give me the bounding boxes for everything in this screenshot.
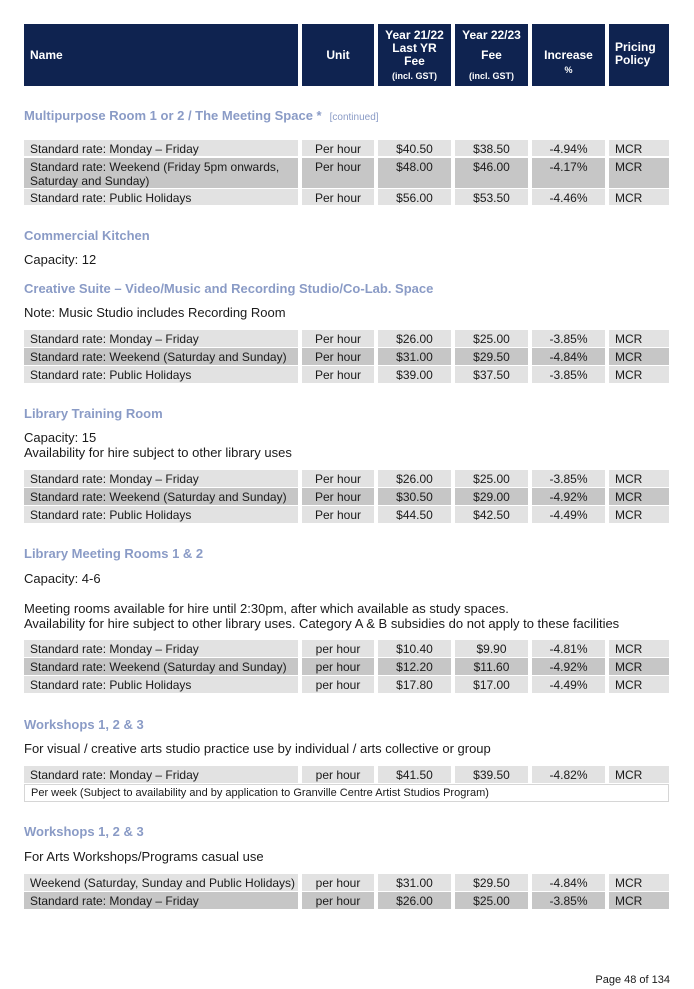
row-unit: Per hour [302,140,374,156]
row-policy: MCR [609,348,669,365]
row-policy: MCR [609,874,669,891]
meeting-capacity: Capacity: 4-6 [24,571,101,586]
header-increase-unit: % [564,65,573,75]
row-unit: Per hour [302,348,374,365]
header-pricing-policy [609,24,669,86]
row-unit: Per hour [302,470,374,487]
row-fee: $46.00 [455,158,528,188]
row-increase: -4.82% [532,766,605,783]
header-last-year-fee [378,24,451,86]
header-increase [532,24,605,86]
header-policy-line1: Pricing [615,40,656,54]
section-title-training: Library Training Room [24,406,163,421]
header-last-incl-gst: (incl. GST) [392,71,437,81]
section-title-text: Multipurpose Room 1 or 2 / The Meeting Space * [24,108,322,123]
table-row [0,189,694,205]
row-fee: $9.90 [455,640,528,657]
row-fee: $39.50 [455,766,528,783]
row-policy: MCR [609,470,669,487]
header-name: Name [24,24,298,86]
header-fee-incl-gst: (incl. GST) [469,71,514,81]
row-last-fee: $41.50 [378,766,451,783]
row-policy: MCR [609,658,669,675]
row-fee: $37.50 [455,366,528,383]
table-row [0,366,694,383]
table-row [0,766,694,783]
row-unit: per hour [302,640,374,657]
row-fee: $42.50 [455,506,528,523]
section-title-workshops-studio: Workshops 1, 2 & 3 [24,717,144,732]
row-unit: Per hour [302,366,374,383]
row-policy: MCR [609,640,669,657]
row-last-fee: $40.50 [378,140,451,156]
section-title-kitchen: Commercial Kitchen [24,228,150,243]
row-unit: Per hour [302,158,374,188]
row-last-fee: $30.50 [378,488,451,505]
section-title-creative: Creative Suite – Video/Music and Recording Studio/Co-Lab. Space [24,281,434,296]
row-last-fee: $26.00 [378,330,451,347]
row-increase: -4.49% [532,676,605,693]
table-row [0,658,694,675]
row-policy: MCR [609,330,669,347]
row-name: Standard rate: Monday – Friday [24,470,298,487]
row-name: Standard rate: Public Holidays [24,506,298,523]
row-name: Standard rate: Public Holidays [24,189,298,205]
row-unit: per hour [302,766,374,783]
row-fee: $53.50 [455,189,528,205]
table-row [0,892,694,909]
row-last-fee: $10.40 [378,640,451,657]
row-name: Standard rate: Monday – Friday [24,766,298,783]
table-row [0,158,694,188]
row-policy: MCR [609,676,669,693]
row-name: Standard rate: Monday – Friday [24,640,298,657]
training-capacity: Capacity: 15 [24,430,97,445]
row-last-fee: $31.00 [378,874,451,891]
row-policy: MCR [609,488,669,505]
row-unit: Per hour [302,189,374,205]
row-increase: -4.49% [532,506,605,523]
row-name: Standard rate: Monday – Friday [24,140,298,156]
section-title-meeting: Library Meeting Rooms 1 & 2 [24,546,204,561]
row-name: Standard rate: Weekend (Saturday and Sunday) [24,488,298,505]
row-policy: MCR [609,892,669,909]
creative-note: Note: Music Studio includes Recording Room [24,305,286,320]
row-increase: -4.94% [532,140,605,156]
header-unit: Unit [302,24,374,86]
meeting-subsidy-note: Availability for hire subject to other library uses. Category A & B subsidies do not apply to these facilities [24,616,620,631]
continued-label: [continued] [329,112,379,123]
row-increase: -3.85% [532,366,605,383]
row-fee: $38.50 [455,140,528,156]
table-row [0,874,694,891]
row-last-fee: $39.00 [378,366,451,383]
table-row [0,488,694,505]
row-policy: MCR [609,506,669,523]
header-last-year: Year 21/22 [385,28,444,42]
row-increase: -4.92% [532,488,605,505]
table-row [0,348,694,365]
row-increase: -4.84% [532,874,605,891]
row-fee: $25.00 [455,470,528,487]
header-last-fee-line1: Last YR [392,41,437,55]
row-last-fee: $17.80 [378,676,451,693]
row-name: Standard rate: Monday – Friday [24,892,298,909]
header-fee: Fee [481,48,502,62]
section-title-multipurpose [24,108,379,123]
workshops-studio-note: For visual / creative arts studio practice use by individual / arts collective or group [24,741,491,756]
row-policy: MCR [609,366,669,383]
row-fee: $29.50 [455,874,528,891]
row-increase: -4.84% [532,348,605,365]
row-policy: MCR [609,140,669,156]
row-unit: per hour [302,658,374,675]
row-increase: -3.85% [532,470,605,487]
row-last-fee: $56.00 [378,189,451,205]
row-name: Standard rate: Weekend (Saturday and Sunday) [24,658,298,675]
table-header [0,24,694,86]
row-last-fee: $26.00 [378,470,451,487]
row-name: Standard rate: Public Holidays [24,366,298,383]
header-last-fee-line2: Fee [404,54,425,68]
row-name: Standard rate: Weekend (Friday 5pm onwards, Saturday and Sunday) [24,158,298,188]
header-increase-label: Increase [544,48,593,62]
page-number: Page 48 of 134 [595,974,670,986]
row-policy: MCR [609,189,669,205]
row-increase: -3.85% [532,330,605,347]
row-last-fee: $48.00 [378,158,451,188]
meeting-availability: Meeting rooms available for hire until 2:30pm, after which available as study spaces. [24,601,509,616]
row-name: Standard rate: Public Holidays [24,676,298,693]
row-name: Weekend (Saturday, Sunday and Public Holidays) [24,874,298,891]
header-policy-line2: Policy [615,53,651,67]
table-row [0,506,694,523]
row-fee: $29.50 [455,348,528,365]
row-last-fee: $26.00 [378,892,451,909]
training-availability: Availability for hire subject to other library uses [24,445,292,460]
row-fee: $11.60 [455,658,528,675]
per-week-note-row: Per week (Subject to availability and by application to Granville Centre Artist Studios Program) [24,784,669,802]
header-this-year-fee [455,24,528,86]
row-policy: MCR [609,158,669,188]
row-name: Standard rate: Weekend (Saturday and Sunday) [24,348,298,365]
header-this-year: Year 22/23 [462,28,521,42]
row-unit: Per hour [302,506,374,523]
row-last-fee: $31.00 [378,348,451,365]
row-name: Standard rate: Monday – Friday [24,330,298,347]
row-fee: $25.00 [455,892,528,909]
section-title-workshops-casual: Workshops 1, 2 & 3 [24,824,144,839]
kitchen-capacity: Capacity: 12 [24,252,97,267]
table-row [0,640,694,657]
row-increase: -4.46% [532,189,605,205]
row-increase: -4.92% [532,658,605,675]
row-fee: $29.00 [455,488,528,505]
row-increase: -4.17% [532,158,605,188]
row-last-fee: $12.20 [378,658,451,675]
row-last-fee: $44.50 [378,506,451,523]
table-row [0,470,694,487]
row-unit: per hour [302,892,374,909]
row-policy: MCR [609,766,669,783]
row-unit: Per hour [302,330,374,347]
table-row [0,140,694,156]
row-increase: -3.85% [532,892,605,909]
row-fee: $25.00 [455,330,528,347]
row-unit: per hour [302,676,374,693]
workshops-casual-note: For Arts Workshops/Programs casual use [24,849,264,864]
row-unit: per hour [302,874,374,891]
row-increase: -4.81% [532,640,605,657]
table-row [0,330,694,347]
row-fee: $17.00 [455,676,528,693]
table-row [0,676,694,693]
row-unit: Per hour [302,488,374,505]
